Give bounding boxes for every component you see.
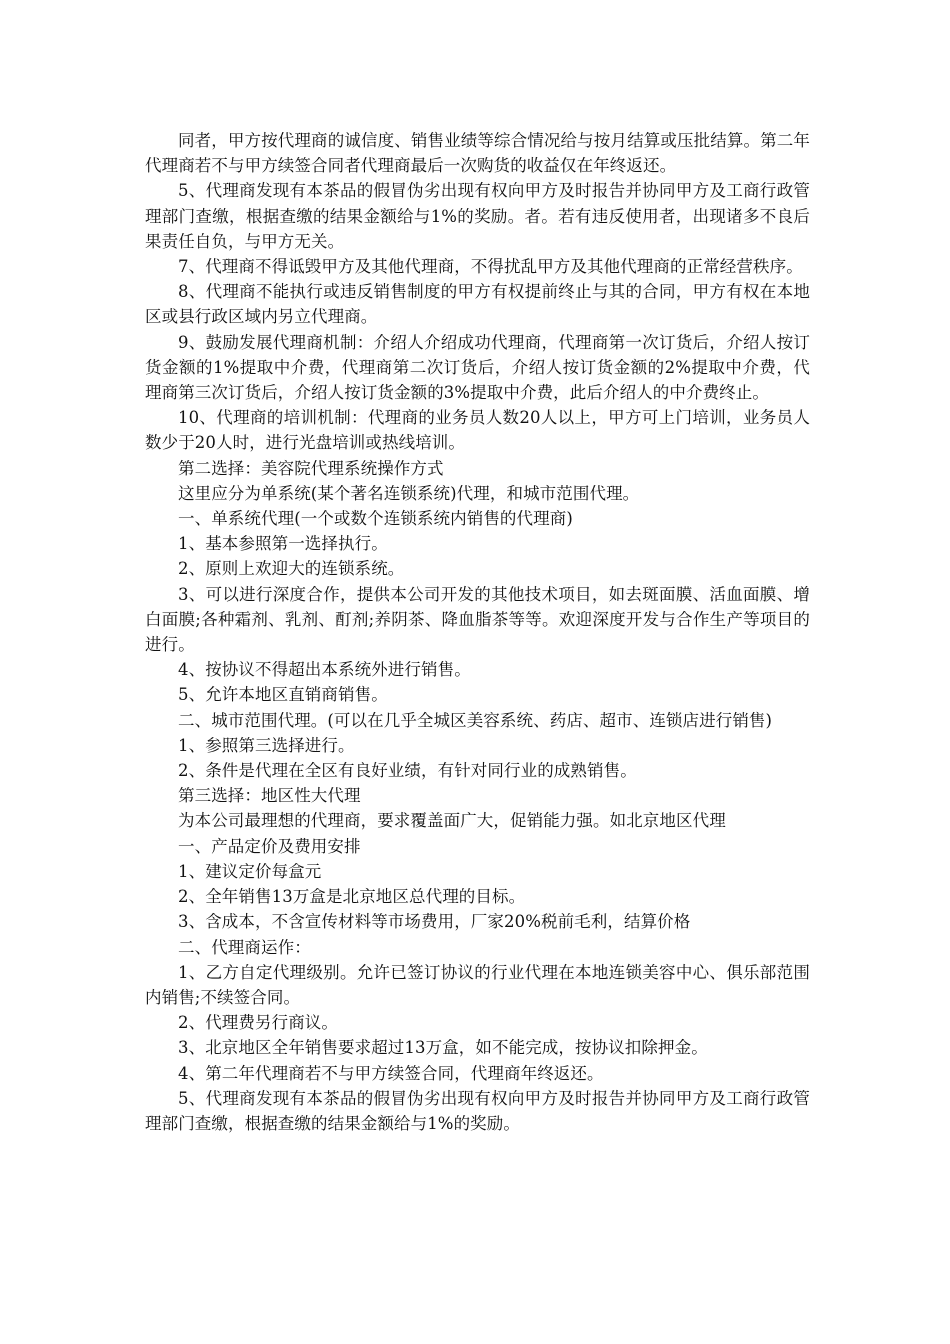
heading-pricing: 一、产品定价及费用安排: [178, 836, 361, 856]
paragraph-counterfeit-report: 5、代理商发现有本茶品的假冒伪劣出现有权向甲方及时报告并协同甲方及工商行政管理部门查缴，根据查缴的结果金额给与1%的奖励。者。若有违反使用者，出现诸多不良后果责任自负，与甲方无关。: [145, 181, 810, 251]
list-item: 4、第二年代理商若不与甲方续签合同，代理商年终返还。: [178, 1063, 604, 1083]
paragraph-training-mechanism: 10、代理商的培训机制：代理商的业务员人数20人以上，甲方可上门培训，业务员人数少于20人时，进行光盘培训或热线培训。: [145, 408, 810, 453]
heading-single-system-agency: 一、单系统代理(一个或数个连锁系统内销售的代理商): [178, 509, 573, 529]
list-item: 1、建议定价每盒元: [178, 861, 322, 881]
list-item: 2、条件是代理在全区有良好业绩，有针对同行业的成熟销售。: [178, 761, 637, 781]
heading-third-choice: 第三选择：地区性大代理: [178, 786, 361, 806]
list-item: 3、可以进行深度合作，提供本公司开发的其他技术项目，如去斑面膜、活血面膜、增白面膜;各种霜剂、乳剂、酊剂;养阴茶、降血脂茶等等。欢迎深度开发与合作生产等项目的进行。: [145, 584, 810, 655]
list-item: 2、原则上欢迎大的连锁系统。: [178, 559, 405, 579]
list-item: 3、北京地区全年销售要求超过13万盒，如不能完成，按协议扣除押金。: [178, 1038, 708, 1058]
list-item: 5、允许本地区直销商销售。: [178, 685, 388, 705]
heading-agent-operation: 二、代理商运作：: [178, 937, 311, 957]
heading-second-choice: 第二选择：美容院代理系统操作方式: [178, 458, 444, 478]
list-item: 1、参照第三选择进行。: [178, 735, 355, 755]
list-item: 2、代理费另行商议。: [178, 1013, 338, 1033]
list-item: 1、基本参照第一选择执行。: [178, 534, 388, 554]
paragraph-contract-termination: 8、代理商不能执行或违反销售制度的甲方有权提前终止与其的合同，甲方有权在本地区或县行政区域内另立代理商。: [145, 282, 810, 327]
paragraph-agency-types: 这里应分为单系统(某个著名连锁系统)代理，和城市范围代理。: [178, 483, 640, 503]
heading-city-agency: 二、城市范围代理。(可以在几乎全城区美容系统、药店、超市、连锁店进行销售): [178, 710, 773, 730]
paragraph-ideal-agent: 为本公司最理想的代理商，要求覆盖面广大，促销能力强。如北京地区代理: [178, 811, 726, 831]
document-body: [145, 128, 810, 1136]
list-item: 2、全年销售13万盒是北京地区总代理的目标。: [178, 887, 526, 907]
paragraph-settlement-terms: 同者，甲方按代理商的诚信度、销售业绩等综合情况给与按月结算或压批结算。第二年代理商若不与甲方续签合同者代理商最后一次购货的收益仅在年终返还。: [145, 131, 810, 176]
paragraph-referral-mechanism: 9、鼓励发展代理商机制：介绍人介绍成功代理商，代理商第一次订货后，介绍人按订货金额的1%提取中介费，代理商第二次订货后，介绍人按订货金额的2%提取中介费，代理商第三次订货后，介绍人按订货金额的3%提取中介费，此后介绍人的中介费终止。: [145, 332, 810, 403]
list-item: 1、乙方自定代理级别。允许已签订协议的行业代理在本地连锁美容中心、俱乐部范围内销售;不续签合同。: [145, 962, 810, 1007]
list-item: 4、按协议不得超出本系统外进行销售。: [178, 660, 471, 680]
list-item: 5、代理商发现有本茶品的假冒伪劣出现有权向甲方及时报告并协同甲方及工商行政管理部门查缴，根据查缴的结果金额给与1%的奖励。: [145, 1088, 810, 1133]
list-item: 3、含成本，不含宣传材料等市场费用，厂家20%税前毛利，结算价格: [178, 912, 691, 932]
paragraph-no-defamation: 7、代理商不得诋毁甲方及其他代理商，不得扰乱甲方及其他代理商的正常经营秩序。: [178, 257, 803, 277]
